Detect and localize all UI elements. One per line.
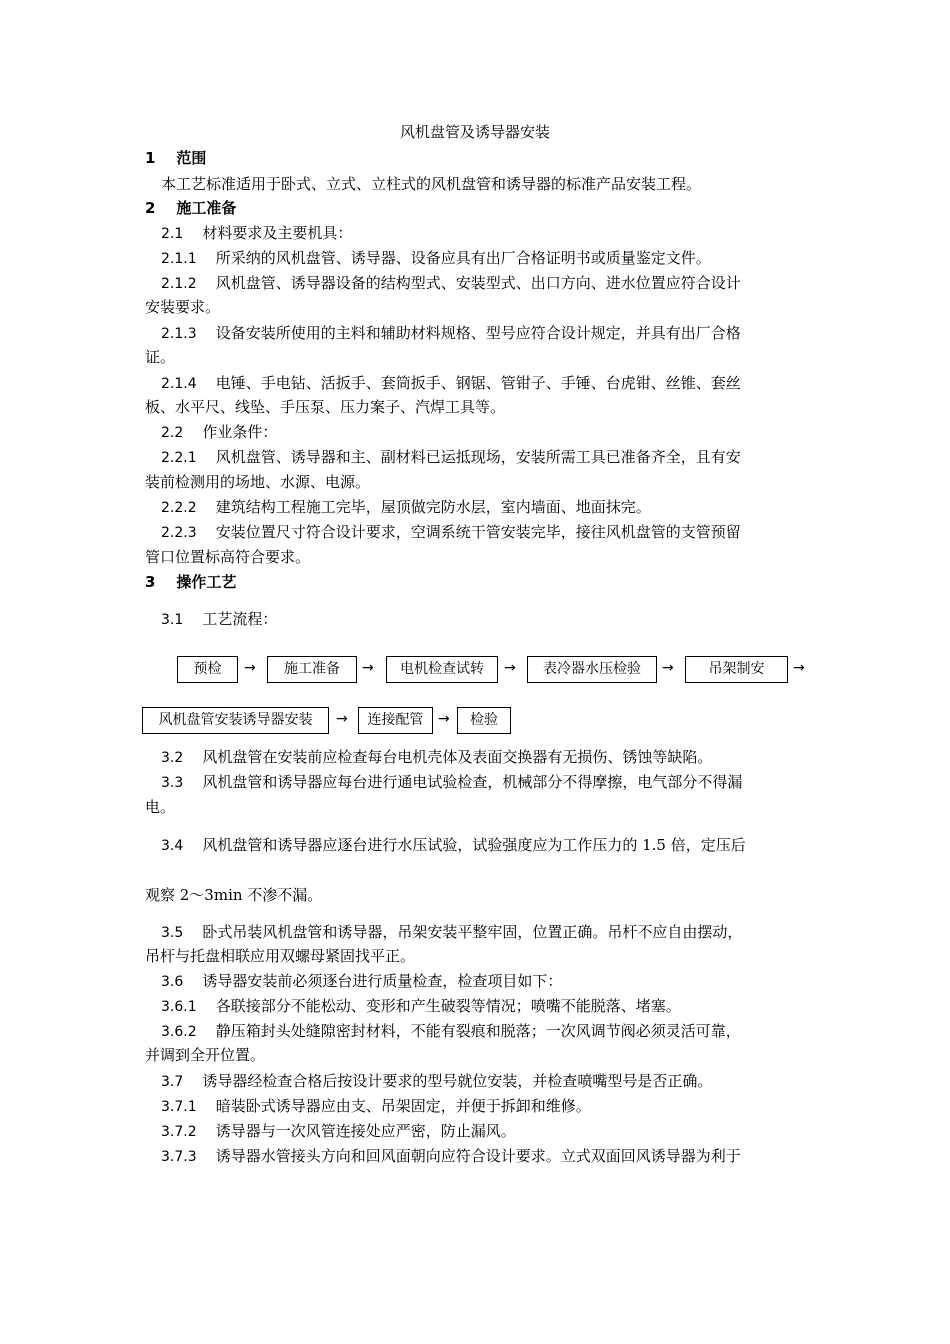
clause-text: 静压箱封头处缝隙密封材料，不能有裂痕和脱落；一次风调节阀必须灵活可靠， bbox=[215, 1022, 741, 1040]
clause-number: 2.1.4 bbox=[161, 376, 197, 392]
clause-text: 材料要求及主要机具： bbox=[202, 224, 353, 242]
clause-number: 3.1 bbox=[161, 612, 184, 628]
flow-step-preparation: 施工准备 bbox=[267, 656, 357, 683]
clause-continuation: 吊杆与托盘相联应用双螺母紧固找平正。 bbox=[145, 947, 416, 965]
clause-3-2 bbox=[145, 747, 826, 768]
clause-continuation: 证。 bbox=[145, 348, 176, 366]
clause-3-4 bbox=[145, 835, 826, 856]
clause-number: 2.1 bbox=[161, 226, 184, 242]
clause-2-1 bbox=[145, 223, 826, 244]
clause-text: 安装位置尺寸符合设计要求，空调系统干管安装完毕，接往风机盘管的支管预留 bbox=[215, 523, 741, 541]
clause-3-6-2 bbox=[145, 1021, 826, 1042]
clause-3-5 bbox=[145, 922, 826, 943]
clause-2-2-2 bbox=[145, 497, 826, 518]
section-number: 3 bbox=[145, 573, 156, 591]
paragraph: 本工艺标准适用于卧式、立式、立柱式的风机盘管和诱导器的标准产品安装工程。 bbox=[161, 175, 702, 193]
clause-text: 暗装卧式诱导器应由支、吊架固定，并便于拆卸和维修。 bbox=[215, 1097, 591, 1115]
clause-number: 3.7 bbox=[161, 1074, 184, 1090]
clause-2-2-3 bbox=[145, 522, 826, 543]
clause-continuation: 观察 2～3min 不渗不漏。 bbox=[145, 886, 323, 904]
clause-2-1-2 bbox=[145, 273, 826, 294]
flow-step-piping: 连接配管 bbox=[358, 707, 433, 734]
clause-3-7 bbox=[145, 1071, 826, 1092]
section-3-heading bbox=[145, 572, 810, 592]
clause-3-7-3 bbox=[145, 1146, 826, 1167]
clause-text: 作业条件： bbox=[202, 423, 278, 441]
flow-step-motor-test: 电机检查试转 bbox=[386, 656, 498, 683]
flow-arrow-icon: → bbox=[244, 660, 256, 676]
clause-text: 各联接部分不能松动、变形和产生破裂等情况；喷嘴不能脱落、堵塞。 bbox=[215, 997, 681, 1015]
clause-number: 2.1.3 bbox=[161, 326, 197, 342]
clause-number: 3.6.1 bbox=[161, 999, 197, 1015]
clause-text: 所采纳的风机盘管、诱导器、设备应具有出厂合格证明书或质量鉴定文件。 bbox=[215, 249, 711, 267]
clause-2-1-3 bbox=[145, 323, 826, 344]
clause-number: 3.6.2 bbox=[161, 1024, 197, 1040]
section-number: 2 bbox=[145, 199, 156, 217]
flow-step-installation: 风机盘管安装诱导器安装 bbox=[142, 707, 329, 734]
flow-arrow-icon: → bbox=[662, 660, 674, 676]
clause-text: 诱导器经检查合格后按设计要求的型号就位安装，并检查喷嘴型号是否正确。 bbox=[202, 1072, 713, 1090]
clause-text: 电锤、手电钻、活扳手、套筒扳手、钢锯、管钳子、手锤、台虎钳、丝锥、套丝 bbox=[215, 374, 741, 392]
flow-step-preinspection: 预检 bbox=[177, 656, 238, 683]
section-title: 操作工艺 bbox=[176, 573, 237, 591]
flow-step-hanger: 吊架制安 bbox=[685, 656, 788, 683]
clause-3-3 bbox=[145, 772, 826, 793]
clause-number: 2.2.3 bbox=[161, 525, 197, 541]
clause-text: 风机盘管、诱导器和主、副材料已运抵现场，安装所需工具已准备齐全，且有安 bbox=[215, 448, 741, 466]
clause-2-1-1 bbox=[145, 248, 826, 269]
clause-3-7-2 bbox=[145, 1121, 826, 1142]
clause-number: 3.3 bbox=[161, 775, 184, 791]
clause-number: 3.4 bbox=[161, 838, 184, 854]
clause-text: 卧式吊装风机盘管和诱导器，吊架安装平整牢固，位置正确。吊杆不应自由摆动， bbox=[202, 923, 743, 941]
flow-arrow-icon: → bbox=[793, 660, 805, 676]
section-number: 1 bbox=[145, 149, 156, 167]
section-1-heading bbox=[145, 148, 810, 168]
section-2-heading bbox=[145, 198, 810, 218]
flow-arrow-icon: → bbox=[504, 660, 516, 676]
clause-continuation: 安装要求。 bbox=[145, 298, 221, 316]
clause-continuation: 并调到全开位置。 bbox=[145, 1046, 266, 1064]
clause-number: 2.2 bbox=[161, 425, 184, 441]
flow-arrow-icon: → bbox=[438, 711, 450, 727]
clause-number: 2.2.1 bbox=[161, 450, 197, 466]
clause-number: 3.5 bbox=[161, 925, 184, 941]
clause-3-1 bbox=[145, 609, 826, 630]
section-title: 施工准备 bbox=[176, 199, 237, 217]
clause-2-2 bbox=[145, 422, 826, 443]
clause-2-1-4 bbox=[145, 373, 826, 394]
clause-text: 设备安装所使用的主料和辅助材料规格、型号应符合设计规定，并具有出厂合格 bbox=[215, 324, 741, 342]
clause-number: 3.7.2 bbox=[161, 1124, 197, 1140]
clause-number: 3.2 bbox=[161, 750, 184, 766]
flow-arrow-icon: → bbox=[362, 660, 374, 676]
section-title: 范围 bbox=[176, 149, 207, 167]
clause-3-6 bbox=[145, 971, 826, 992]
flow-step-pressure-test: 表冷器水压检验 bbox=[527, 656, 657, 683]
clause-continuation: 板、水平尺、线坠、手压泵、压力案子、汽焊工具等。 bbox=[145, 398, 506, 416]
flow-step-inspection: 检验 bbox=[457, 707, 511, 734]
document-title: 风机盘管及诱导器安装 bbox=[399, 123, 550, 141]
clause-number: 3.6 bbox=[161, 974, 184, 990]
clause-number: 2.1.1 bbox=[161, 251, 197, 267]
clause-continuation: 装前检测用的场地、水源、电源。 bbox=[145, 473, 371, 491]
clause-3-6-1 bbox=[145, 996, 826, 1017]
clause-2-2-1 bbox=[145, 447, 826, 468]
clause-text: 诱导器与一次风管连接处应严密，防止漏风。 bbox=[215, 1122, 516, 1140]
clause-text: 风机盘管和诱导器应逐台进行水压试验，试验强度应为工作压力的 1.5 倍，定压后 bbox=[202, 836, 746, 854]
clause-number: 3.7.1 bbox=[161, 1099, 197, 1115]
clause-continuation: 电。 bbox=[145, 798, 176, 816]
clause-number: 2.1.2 bbox=[161, 276, 197, 292]
clause-text: 风机盘管和诱导器应每台进行通电试验检查，机械部分不得摩擦，电气部分不得漏 bbox=[202, 773, 743, 791]
clause-text: 建筑结构工程施工完毕，屋顶做完防水层，室内墙面、地面抹完。 bbox=[215, 498, 651, 516]
clause-number: 2.2.2 bbox=[161, 500, 197, 516]
clause-number: 3.7.3 bbox=[161, 1149, 197, 1165]
flow-arrow-icon: → bbox=[336, 711, 348, 727]
clause-3-7-1 bbox=[145, 1096, 826, 1117]
clause-text: 诱导器安装前必须逐台进行质量检查，检查项目如下： bbox=[202, 972, 563, 990]
clause-text: 风机盘管在安装前应检查每台电机壳体及表面交换器有无损伤、锈蚀等缺陷。 bbox=[202, 748, 713, 766]
clause-continuation: 管口位置标高符合要求。 bbox=[145, 548, 311, 566]
clause-text: 诱导器水管接头方向和回风面朝向应符合设计要求。立式双面回风诱导器为利于 bbox=[215, 1147, 741, 1165]
clause-text: 工艺流程： bbox=[202, 610, 278, 628]
clause-text: 风机盘管、诱导器设备的结构型式、安装型式、出口方向、进水位置应符合设计 bbox=[215, 274, 741, 292]
